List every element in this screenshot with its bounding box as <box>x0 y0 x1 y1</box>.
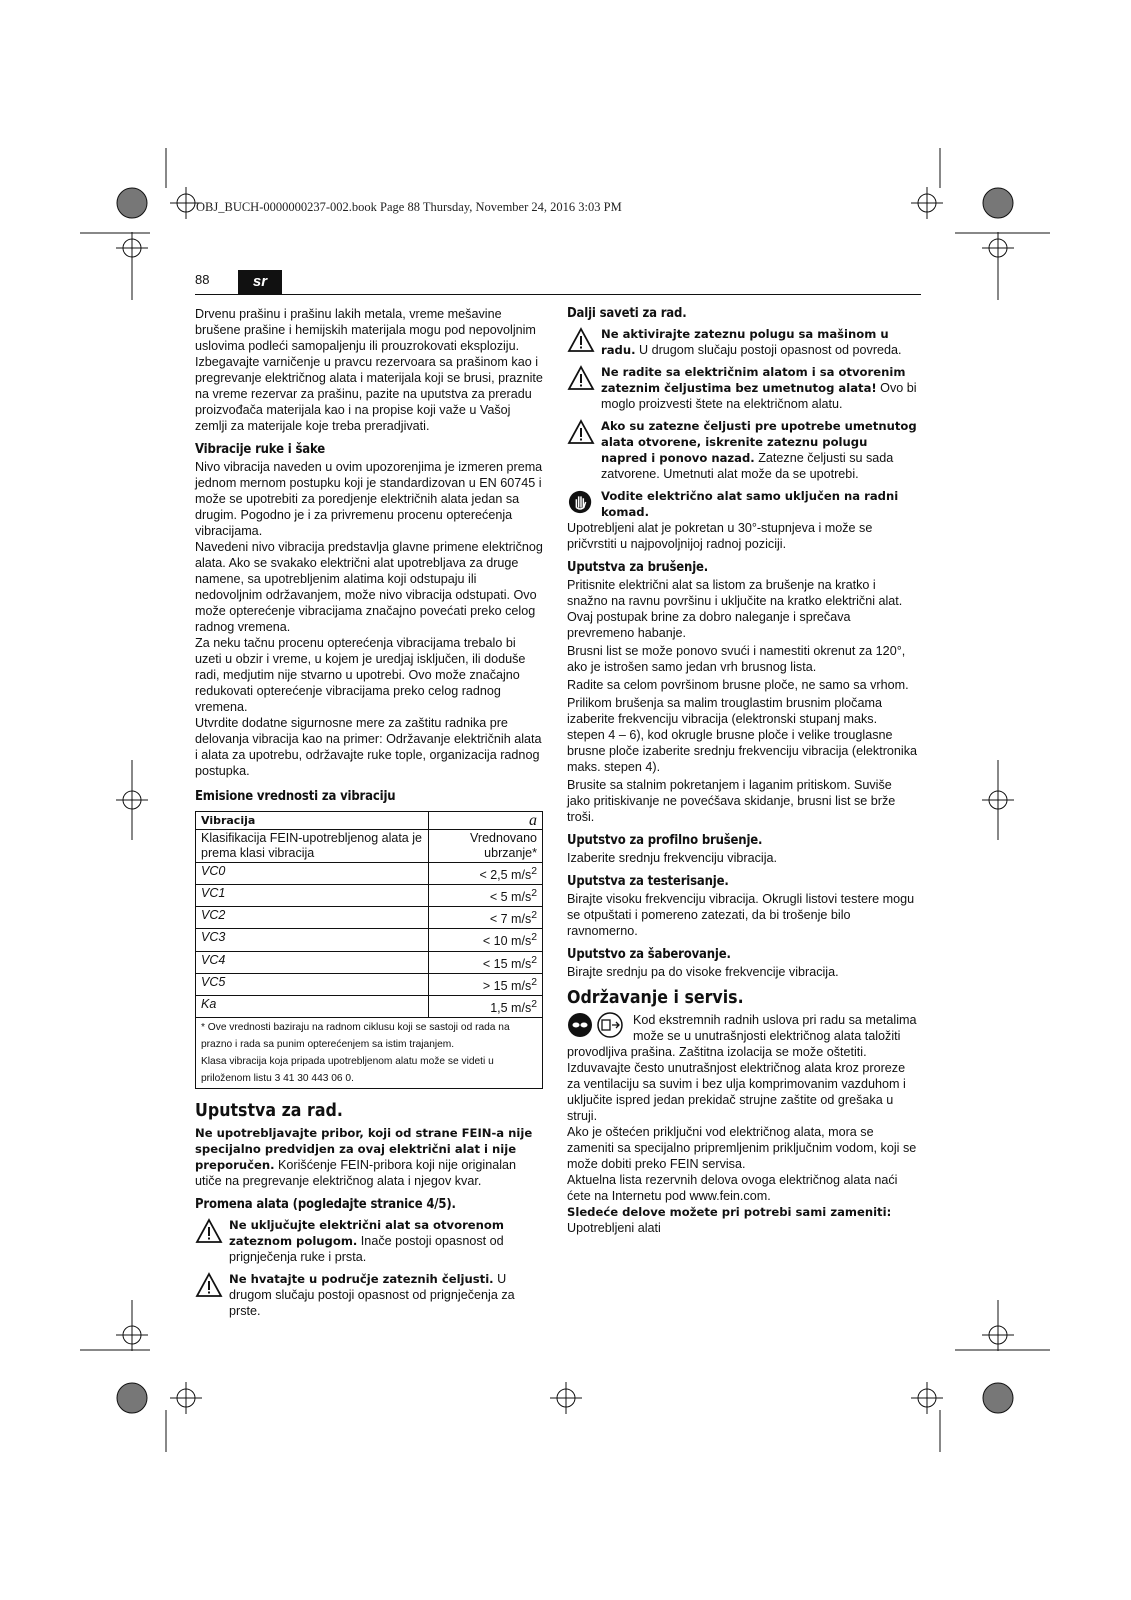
table-row-value: < 15 $m/s^2$ <box>428 951 542 973</box>
page-number: 88 <box>195 272 210 287</box>
warning-triangle-icon <box>567 365 595 391</box>
rotate-paragraph: Upotrebljeni alat je pokretan u 30°-stupnjeva i može se pričvrstiti u najpovoljnijoj radnoj poziciji. <box>567 521 873 551</box>
language-badge: sr <box>238 270 282 294</box>
vibration-paragraph-2: Navedeni nivo vibracija predstavlja glavne primene električnog alata. Ako se svakako električni alat upotrebljava za druge namene, sa upotrebljenim alatima koji odstupaju ili nedovoljnim održavanjem, može nivo vibracija odstupati. Ovo može opterećenje vibracijama značajno povećati preko celog radnog vremena. <box>195 540 543 634</box>
right-column <box>567 306 917 1236</box>
vibration-table <box>195 811 543 1089</box>
table-row-class: VC2 <box>196 907 429 929</box>
warning-triangle-icon <box>195 1272 223 1298</box>
table-header-vibration: Vibracija <box>196 812 429 830</box>
maintenance-block <box>567 1012 917 1124</box>
warning-open-jaws: Ne radite sa električnim alatom i sa otvorenim zateznim čeljustima bez umetnutog alata! Ovo bi moglo proizvesti štete na električnom alatu. <box>567 364 917 412</box>
table-row-class: VC3 <box>196 929 429 951</box>
table-note-2: Klasa vibracija koja pripada upotrebljenom alatu može se videti u priloženom listu 3 41 30 443 06 0. <box>201 1056 494 1085</box>
table-row-class: Ka <box>196 995 429 1017</box>
table-row-value: < 10 $m/s^2$ <box>428 929 542 951</box>
warning-triangle-icon <box>567 327 595 353</box>
table-header-a: a <box>428 812 542 830</box>
grinding-paragraph-4: Prilikom brušenja sa malim trouglastim brusnim pločama izaberite frekvenciju vibracija (elektronski stupanj maks. stepen 4 – 6), kod okrugle brusne ploče i velike trouglasne brusne ploče izaberite srednju frekvenciju vibracija (elektronika maks. stepen 4). <box>567 696 917 774</box>
warning-triangle-icon <box>195 1218 223 1244</box>
warning-triangle-icon <box>567 419 595 445</box>
table-row-class: VC1 <box>196 885 429 907</box>
warning-jaws-before-use: Ako su zatezne čeljusti pre upotrebe umetnutog alata otvorene, iskrenite zateznu polugu napred i ponovo nazad. Zatezne čeljusti su sada zatvorene. Umetnuti alat može da se upotrebi. <box>567 418 917 482</box>
warning-clamp-jaws: Ne hvatajte u područje zateznih čeljusti. U drugom slučaju postoji opasnost od prignječenja za prste. <box>195 1271 543 1319</box>
vibration-paragraph-4: Utvrdite dodatne sigurnosne mere za zaštitu radnika pre delovanja vibracija kao na primer: Održavanje električnih alata i alata za upotrebu, održavajte ruke tople, organizacija radnog postupka. <box>195 716 542 778</box>
scraping-paragraph: Birajte srednju pa do visoke frekvencije vibracija. <box>567 965 839 979</box>
table-row-value: < 2,5 $m/s^2$ <box>428 863 542 885</box>
table-note-1: * Ove vrednosti baziraju na radnom ciklusu koji se sastoji od rada na prazno i rada sa punim opterećenjem sa istim trajanjem. <box>201 1022 510 1051</box>
table-row-class: VC4 <box>196 951 429 973</box>
table-row-value: 1,5 $m/s^2$ <box>428 995 542 1017</box>
grinding-heading: Uputstva za brušenje. <box>567 560 709 575</box>
profile-paragraph: Izaberite srednju frekvenciju vibracija. <box>567 851 777 865</box>
sawing-heading: Uputstva za testerisanje. <box>567 874 729 889</box>
book-header-line: OBJ_BUCH-0000000237-002.book Page 88 Thursday, November 24, 2016 3:03 PM <box>196 200 622 214</box>
tool-change-heading: Promena alata (pogledajte stranice 4/5). <box>195 1197 456 1213</box>
replaceable-parts-heading: Sledeće delove možete pri potrebi sami zameniti: <box>567 1205 892 1219</box>
table-row-value: > 15 $m/s^2$ <box>428 973 542 995</box>
maintenance-paragraph-3: Aktuelna lista rezervnih delova ovoga električnog alata naći ćete na Internetu pod www.fein.com. <box>567 1173 898 1203</box>
grinding-paragraph-5: Brusite sa stalnim pokretanjem i laganim pritiskom. Suviše jako pritiskivanje ne povećšava skidanje, brusni list se brže troši. <box>567 778 896 824</box>
grinding-paragraph-2: Brusni list se može ponovo svući i namestiti okrenut za 120°, ako je istrošen samo jedan vrh brusnog lista. <box>567 644 906 674</box>
glove-icon <box>567 489 595 515</box>
grinding-paragraph-1: Pritisnite električni alat sa listom za brušenje na kratko i snažno na ravnu površinu i uključite na kratko električni alat. Ovaj postupak brine za dobro naleganje i sprečava prevremeno habanje. <box>567 578 903 640</box>
table-subheader-accel: Vrednovano ubrzanje* <box>428 830 542 863</box>
left-column <box>195 306 543 1319</box>
tips-heading: Dalji saveti za rad. <box>567 306 687 321</box>
scraping-heading: Uputstvo za šaberovanje. <box>567 947 731 962</box>
vibration-paragraph-1: Nivo vibracija naveden u ovim upozorenjima je izmeren prema jednom mernom postupku koji je standardizovan u EN 60745 i može se upotrebiti za poredjenje električnih alata jedan sa drugim. Pogodno je i za privremenu procenu opterećenja vibracijama. <box>195 460 543 538</box>
vibration-heading: Vibracije ruke i šake <box>195 442 326 457</box>
usage-heading: Uputstva za rad. <box>195 1100 343 1122</box>
usage-paragraph: Ne upotrebljavajte pribor, koji od strane FEIN-a nije specijalno predvidjen za ovaj električni alat i nije preporučen. Korišćenje FEIN-pribora koji nije originalan utiče na pregrevanje električnog alata i njegov kvar. <box>195 1126 533 1189</box>
maintenance-paragraph-2: Ako je oštećen priključni vod električnog alata, mora se zameniti sa specijalno pripremljenim priključnim vodom, koji se može dobiti preko FEIN servisa. <box>567 1125 917 1171</box>
protective-equipment-icon <box>567 1012 627 1038</box>
vibration-paragraph-3: Za neku tačnu procenu opterećenja vibracijama trebalo bi uzeti u obzir i vreme, u kojem je uredjaj isključen, ili doduše radi, medjutim nije stvarno u upotrebi. Ovo može značajno redukovati opterećenje vibracijama preko celog radnog vremena. <box>195 636 526 714</box>
table-row-value: < 5 $m/s^2$ <box>428 885 542 907</box>
warning-lever-running: Ne aktivirajte zateznu polugu sa mašinom u radu. U drugom slučaju postoji opasnost od povreda. <box>567 326 917 358</box>
grinding-paragraph-3: Radite sa celom površinom brusne ploče, ne samo sa vrhom. <box>567 678 909 692</box>
profile-heading: Uputstvo za profilno brušenje. <box>567 833 763 848</box>
instruction-workpiece: Vodite električno alat samo uključen na radni komad. <box>567 488 917 520</box>
warning-open-lever: Ne uključujte električni alat sa otvorenom zateznom polugom. Inače postoji opasnost od prignječenja ruke i prsta. <box>195 1217 543 1265</box>
replaceable-parts-item: Upotrebljeni alati <box>567 1221 661 1235</box>
table-row-class: VC0 <box>196 863 429 885</box>
table-row-class: VC5 <box>196 973 429 995</box>
table-subheader-class: Klasifikacija FEIN-upotrebljenog alata je prema klasi vibracija <box>196 830 429 863</box>
emission-heading: Emisione vrednosti za vibraciju <box>195 789 396 804</box>
sawing-paragraph: Birajte visoku frekvenciju vibracija. Okrugli listovi testere mogu se otpuštati i pomereno zatezati, da bi trošenje bilo ravnomerno. <box>567 892 915 938</box>
table-footnote <box>196 1018 543 1089</box>
maintenance-paragraph-1: Kod ekstremnih radnih uslova pri radu sa metalima može se u unutrašnjosti električnog alata taložiti provodljiva prašina. Zaštitna izolacija se može oštetiti. Izduvavajte često unutrašnjost električnog alata kroz proreze za ventilaciju sa suvim i bez ulja komprimovanim vazduhom i uključite ispred jedan prekidač strujne zaštite od grešaka u struji. <box>567 1013 917 1123</box>
maintenance-heading: Održavanje i servis. <box>567 987 744 1008</box>
table-row-value: < 7 $m/s^2$ <box>428 907 542 929</box>
dust-paragraph: Drvenu prašinu i prašinu lakih metala, vreme mešavine brušene prašine i hemijskih materijala mogu pod nepovoljnim uslovima podleći samopaljenju ili prouzrokovati eksploziju. Izbegavajte varničenje u pravcu rezervoara sa prašinom kao i pregrevanje električnog alata i materijala koji se brusi, praznite na vreme rezervar za prašinu, pazite na uputstva za preradu proizvođača materijala kao i na propise koji važe u Vašoj zemlji za materijale koje treba preradjivati. <box>195 307 543 433</box>
header-rule <box>195 294 921 295</box>
